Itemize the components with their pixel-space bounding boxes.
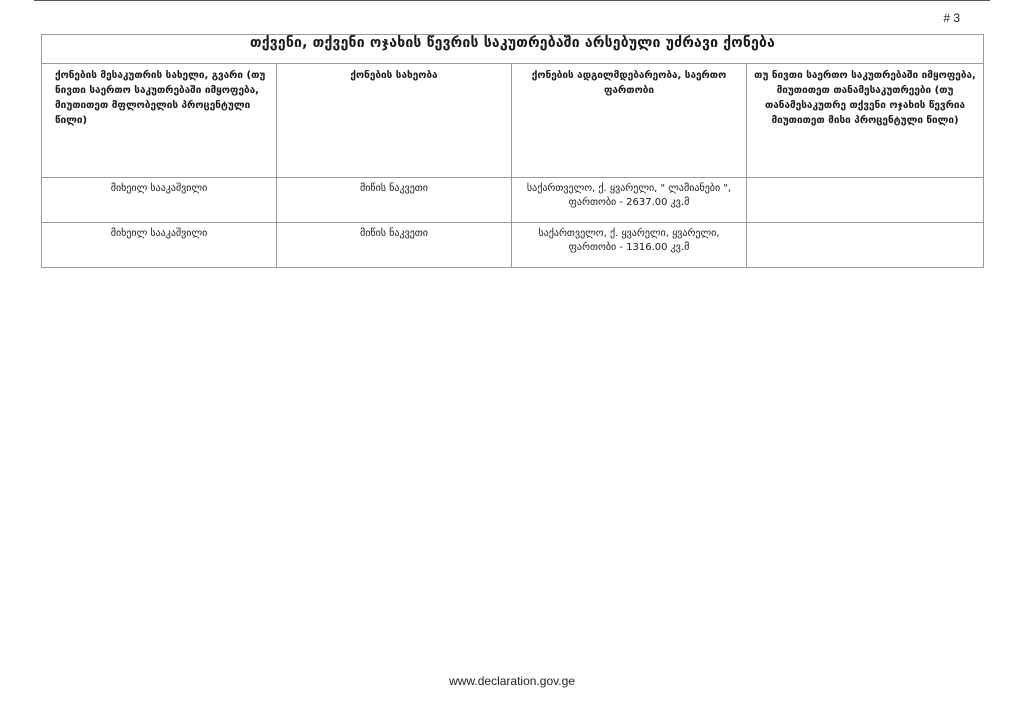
section-title-row (42, 35, 984, 64)
section-title: თქვენი, თქვენი ოჯახის წევრის საკუთრებაში არსებული უძრავი ქონება (42, 35, 984, 64)
owner-cell: მიხეილ სააკაშვილი (42, 178, 277, 223)
table-row (42, 178, 984, 223)
location-cell: საქართველო, ქ. ყვარელი, ყვარელი, ფართობი - 1316.00 კვ.მ (512, 223, 747, 268)
type-cell: მიწის ნაკვეთი (277, 178, 512, 223)
column-header-row (42, 64, 984, 178)
column-header-co-owners: თუ ნივთი საერთო საკუთრებაში იმყოფება, მიუთითეთ თანამესაკუთრეები (თუ თანამესაკუთრე თქვენი ოჯახის წევრია მიუთითეთ მისი პროცენტული წილი) (747, 64, 984, 178)
location-cell: საქართველო, ქ. ყვარელი, " ლამიანები ", ფართობი - 2637.00 კვ.მ (512, 178, 747, 223)
co-owners-cell (747, 223, 984, 268)
co-owners-cell (747, 178, 984, 223)
column-header-owner: ქონების მესაკუთრის სახელი, გვარი (თუ ნივთი საერთო საკუთრებაში იმყოფება, მიუთითეთ მფლობელის პროცენტული წილი) (42, 64, 277, 178)
column-header-location: ქონების ადგილმდებარეობა, საერთო ფართობი (512, 64, 747, 178)
type-cell: მიწის ნაკვეთი (277, 223, 512, 268)
top-rule (34, 0, 990, 1)
real-estate-table (41, 34, 984, 268)
column-header-type: ქონების სახეობა (277, 64, 512, 178)
footer-url: www.declaration.gov.ge (449, 674, 575, 688)
table-row (42, 223, 984, 268)
page-number: # 3 (943, 11, 960, 25)
owner-cell: მიხეილ სააკაშვილი (42, 223, 277, 268)
